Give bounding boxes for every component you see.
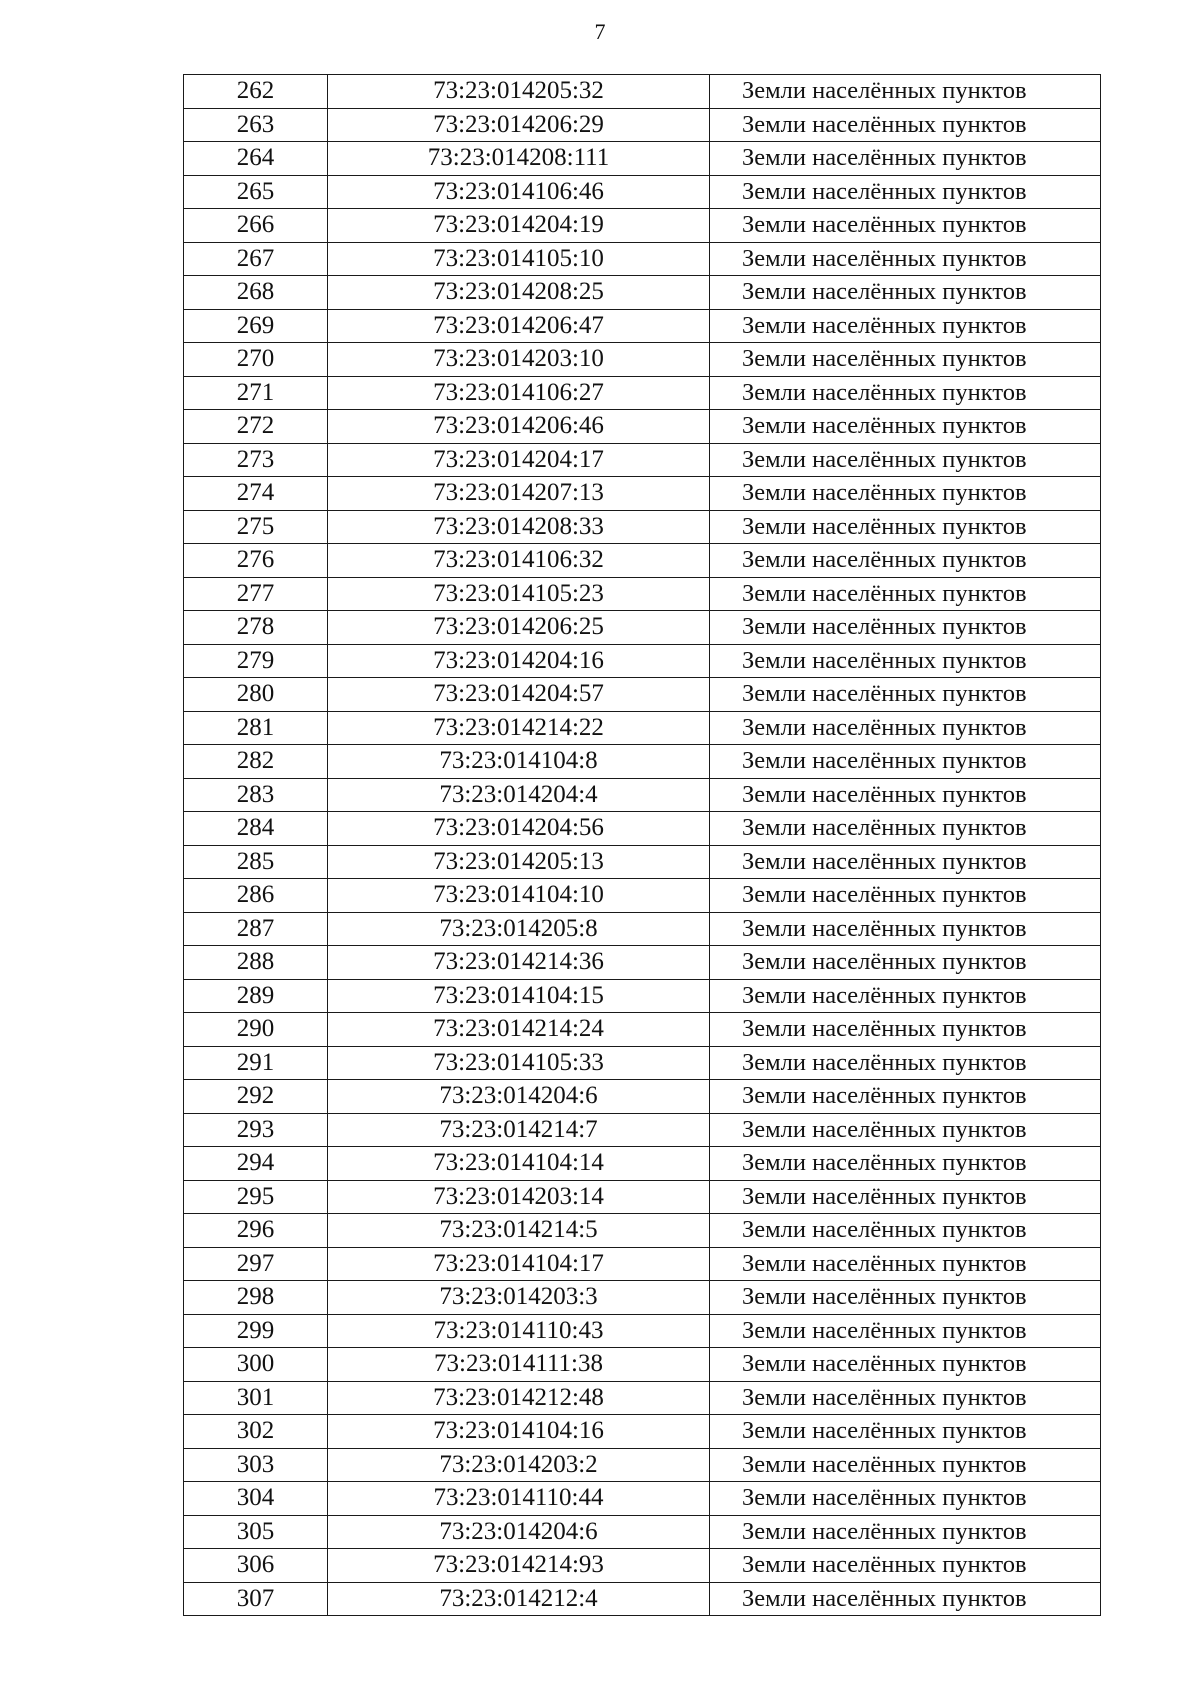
table-row [184,309,1101,343]
parcels-table [183,74,1101,1616]
table-row [184,510,1101,544]
land-category-cell: Земли населённых пунктов [710,510,1101,544]
land-category-cell: Земли населённых пунктов [710,309,1101,343]
land-category-cell: Земли населённых пунктов [710,108,1101,142]
row-number-cell: 276 [184,544,328,578]
row-number-cell: 275 [184,510,328,544]
row-number-cell: 303 [184,1448,328,1482]
table-row [184,142,1101,176]
table-row [184,1180,1101,1214]
land-category-cell: Земли населённых пунктов [710,376,1101,410]
cadastral-number-cell: 73:23:014104:17 [328,1247,710,1281]
land-category-cell: Земли населённых пунктов [710,343,1101,377]
row-number-cell: 302 [184,1415,328,1449]
land-category-cell: Земли населённых пунктов [710,1113,1101,1147]
land-category-cell: Земли населённых пунктов [710,845,1101,879]
page-number: 7 [594,19,606,44]
cadastral-number-cell: 73:23:014206:46 [328,410,710,444]
land-category-cell: Земли населённых пунктов [710,443,1101,477]
table-row [184,845,1101,879]
row-number-cell: 273 [184,443,328,477]
cadastral-number-cell: 73:23:014212:48 [328,1381,710,1415]
land-category-cell: Земли населённых пунктов [710,1482,1101,1516]
row-number-cell: 280 [184,678,328,712]
land-category-cell: Земли населённых пунктов [710,644,1101,678]
land-category-cell: Земли населённых пунктов [710,1314,1101,1348]
cadastral-number-cell: 73:23:014204:56 [328,812,710,846]
row-number-cell: 278 [184,611,328,645]
table-row [184,678,1101,712]
table-row [184,477,1101,511]
land-category-cell: Земли населённых пунктов [710,276,1101,310]
row-number-cell: 288 [184,946,328,980]
land-category-cell: Земли населённых пунктов [710,946,1101,980]
cadastral-number-cell: 73:23:014203:10 [328,343,710,377]
row-number-cell: 306 [184,1549,328,1583]
row-number-cell: 298 [184,1281,328,1315]
cadastral-number-cell: 73:23:014208:111 [328,142,710,176]
land-category-cell: Земли населённых пунктов [710,1381,1101,1415]
row-number-cell: 274 [184,477,328,511]
land-category-cell: Земли населённых пунктов [710,1448,1101,1482]
cadastral-number-cell: 73:23:014204:16 [328,644,710,678]
row-number-cell: 267 [184,242,328,276]
cadastral-number-cell: 73:23:014205:8 [328,912,710,946]
row-number-cell: 269 [184,309,328,343]
table-row [184,1080,1101,1114]
row-number-cell: 284 [184,812,328,846]
table-row [184,1013,1101,1047]
cadastral-number-cell: 73:23:014214:7 [328,1113,710,1147]
land-category-cell: Земли населённых пунктов [710,812,1101,846]
land-category-cell: Земли населённых пунктов [710,75,1101,109]
cadastral-number-cell: 73:23:014208:33 [328,510,710,544]
cadastral-number-cell: 73:23:014106:32 [328,544,710,578]
cadastral-number-cell: 73:23:014106:46 [328,175,710,209]
land-category-cell: Земли населённых пунктов [710,1247,1101,1281]
cadastral-number-cell: 73:23:014111:38 [328,1348,710,1382]
table-row [184,1482,1101,1516]
cadastral-number-cell: 73:23:014106:27 [328,376,710,410]
land-category-cell: Земли населённых пунктов [710,711,1101,745]
cadastral-number-cell: 73:23:014204:6 [328,1080,710,1114]
table-row [184,644,1101,678]
table-row [184,1448,1101,1482]
cadastral-number-cell: 73:23:014214:93 [328,1549,710,1583]
row-number-cell: 272 [184,410,328,444]
cadastral-number-cell: 73:23:014203:2 [328,1448,710,1482]
land-category-cell: Земли населённых пунктов [710,1549,1101,1583]
cadastral-number-cell: 73:23:014214:22 [328,711,710,745]
cadastral-number-cell: 73:23:014110:43 [328,1314,710,1348]
cadastral-number-cell: 73:23:014104:14 [328,1147,710,1181]
table-row [184,1214,1101,1248]
table-row [184,1381,1101,1415]
cadastral-number-cell: 73:23:014214:24 [328,1013,710,1047]
table-row [184,108,1101,142]
cadastral-number-cell: 73:23:014208:25 [328,276,710,310]
table-row [184,912,1101,946]
cadastral-number-cell: 73:23:014214:5 [328,1214,710,1248]
land-category-cell: Земли населённых пунктов [710,678,1101,712]
row-number-cell: 292 [184,1080,328,1114]
cadastral-number-cell: 73:23:014204:4 [328,778,710,812]
cadastral-number-cell: 73:23:014204:17 [328,443,710,477]
cadastral-number-cell: 73:23:014204:57 [328,678,710,712]
land-category-cell: Земли населённых пунктов [710,1281,1101,1315]
row-number-cell: 281 [184,711,328,745]
land-category-cell: Земли населённых пунктов [710,142,1101,176]
cadastral-number-cell: 73:23:014104:15 [328,979,710,1013]
table-row [184,1348,1101,1382]
land-category-cell: Земли населённых пунктов [710,979,1101,1013]
row-number-cell: 277 [184,577,328,611]
row-number-cell: 296 [184,1214,328,1248]
table-row [184,1515,1101,1549]
cadastral-number-cell: 73:23:014206:47 [328,309,710,343]
land-category-cell: Земли населённых пунктов [710,1046,1101,1080]
row-number-cell: 266 [184,209,328,243]
cadastral-number-cell: 73:23:014206:25 [328,611,710,645]
row-number-cell: 294 [184,1147,328,1181]
table-row [184,745,1101,779]
land-category-cell: Земли населённых пунктов [710,1214,1101,1248]
table-row [184,343,1101,377]
row-number-cell: 304 [184,1482,328,1516]
land-category-cell: Земли населённых пунктов [710,1415,1101,1449]
row-number-cell: 291 [184,1046,328,1080]
table-row [184,1582,1101,1616]
table-row [184,711,1101,745]
land-category-cell: Земли населённых пунктов [710,242,1101,276]
cadastral-number-cell: 73:23:014204:6 [328,1515,710,1549]
table-row [184,544,1101,578]
cadastral-number-cell: 73:23:014214:36 [328,946,710,980]
table-row [184,812,1101,846]
row-number-cell: 307 [184,1582,328,1616]
row-number-cell: 268 [184,276,328,310]
land-category-cell: Земли населённых пунктов [710,1582,1101,1616]
cadastral-number-cell: 73:23:014206:29 [328,108,710,142]
row-number-cell: 285 [184,845,328,879]
land-category-cell: Земли населённых пунктов [710,778,1101,812]
table-row [184,1247,1101,1281]
land-category-cell: Земли населённых пунктов [710,1147,1101,1181]
table-row [184,1281,1101,1315]
row-number-cell: 282 [184,745,328,779]
table-row [184,75,1101,109]
land-category-cell: Земли населённых пунктов [710,410,1101,444]
cadastral-number-cell: 73:23:014203:14 [328,1180,710,1214]
row-number-cell: 301 [184,1381,328,1415]
table-row [184,979,1101,1013]
land-category-cell: Земли населённых пунктов [710,1080,1101,1114]
cadastral-number-cell: 73:23:014104:10 [328,879,710,913]
table-row [184,1415,1101,1449]
table-row [184,778,1101,812]
row-number-cell: 305 [184,1515,328,1549]
land-category-cell: Земли населённых пунктов [710,577,1101,611]
cadastral-number-cell: 73:23:014205:13 [328,845,710,879]
land-category-cell: Земли населённых пунктов [710,1013,1101,1047]
row-number-cell: 300 [184,1348,328,1382]
row-number-cell: 297 [184,1247,328,1281]
table-row [184,879,1101,913]
cadastral-number-cell: 73:23:014110:44 [328,1482,710,1516]
row-number-cell: 286 [184,879,328,913]
land-category-cell: Земли населённых пунктов [710,1180,1101,1214]
cadastral-number-cell: 73:23:014104:16 [328,1415,710,1449]
table-row [184,242,1101,276]
cadastral-number-cell: 73:23:014203:3 [328,1281,710,1315]
table-row [184,611,1101,645]
parcels-table-body [184,75,1101,1616]
table-row [184,410,1101,444]
row-number-cell: 293 [184,1113,328,1147]
land-category-cell: Земли населённых пунктов [710,879,1101,913]
row-number-cell: 287 [184,912,328,946]
row-number-cell: 265 [184,175,328,209]
row-number-cell: 263 [184,108,328,142]
cadastral-number-cell: 73:23:014207:13 [328,477,710,511]
row-number-cell: 262 [184,75,328,109]
row-number-cell: 289 [184,979,328,1013]
row-number-cell: 299 [184,1314,328,1348]
table-row [184,175,1101,209]
cadastral-number-cell: 73:23:014205:32 [328,75,710,109]
cadastral-number-cell: 73:23:014105:33 [328,1046,710,1080]
land-category-cell: Земли населённых пунктов [710,1515,1101,1549]
row-number-cell: 270 [184,343,328,377]
table-row [184,1147,1101,1181]
land-category-cell: Земли населённых пунктов [710,912,1101,946]
table-row [184,1113,1101,1147]
cadastral-number-cell: 73:23:014105:23 [328,577,710,611]
table-row [184,1046,1101,1080]
land-category-cell: Земли населённых пунктов [710,611,1101,645]
land-category-cell: Земли населённых пунктов [710,477,1101,511]
row-number-cell: 295 [184,1180,328,1214]
table-row [184,376,1101,410]
cadastral-number-cell: 73:23:014204:19 [328,209,710,243]
land-category-cell: Земли населённых пунктов [710,544,1101,578]
land-category-cell: Земли населённых пунктов [710,209,1101,243]
land-category-cell: Земли населённых пунктов [710,175,1101,209]
cadastral-number-cell: 73:23:014212:4 [328,1582,710,1616]
table-row [184,1314,1101,1348]
row-number-cell: 290 [184,1013,328,1047]
land-category-cell: Земли населённых пунктов [710,1348,1101,1382]
row-number-cell: 279 [184,644,328,678]
table-row [184,276,1101,310]
table-row [184,443,1101,477]
row-number-cell: 283 [184,778,328,812]
row-number-cell: 264 [184,142,328,176]
row-number-cell: 271 [184,376,328,410]
table-row [184,209,1101,243]
land-category-cell: Земли населённых пунктов [710,745,1101,779]
cadastral-number-cell: 73:23:014105:10 [328,242,710,276]
table-row [184,1549,1101,1583]
table-row [184,946,1101,980]
cadastral-number-cell: 73:23:014104:8 [328,745,710,779]
table-row [184,577,1101,611]
